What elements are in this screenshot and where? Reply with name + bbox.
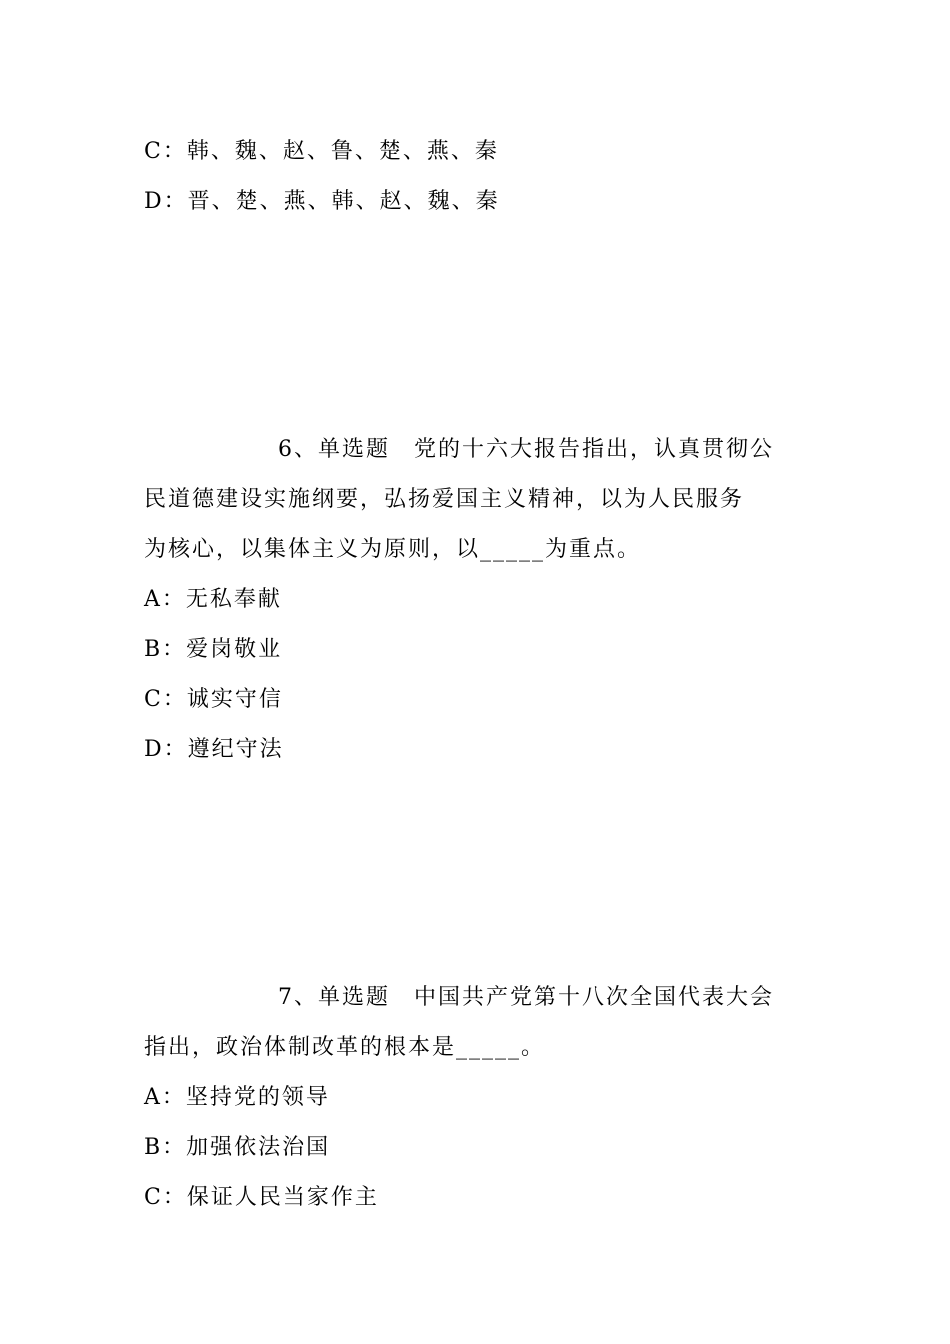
option-c-prev: C：韩、魏、赵、鲁、楚、燕、秦 xyxy=(144,139,499,164)
question-6-option-a: A：无私奉献 xyxy=(144,587,282,612)
question-6-stem-line-1: 6、单选题 党的十六大报告指出，认真贯彻公 xyxy=(278,437,774,462)
question-7-stem-line-1: 7、单选题 中国共产党第十八次全国代表大会 xyxy=(278,985,774,1010)
question-6-stem-line-2: 民道德建设实施纲要，弘扬爱国主义精神，以为人民服务 xyxy=(144,487,745,512)
option-d-prev: D：晋、楚、燕、韩、赵、魏、秦 xyxy=(144,189,500,214)
question-6-option-d: D：遵纪守法 xyxy=(144,737,284,762)
question-6-option-c: C：诚实守信 xyxy=(144,687,283,712)
question-7-option-a: A：坚持党的领导 xyxy=(144,1085,330,1110)
question-7-stem-line-2: 指出，政治体制改革的根本是_____。 xyxy=(144,1035,546,1060)
question-6-stem-line-3: 为核心，以集体主义为原则，以_____为重点。 xyxy=(144,537,642,562)
question-7-option-b: B：加强依法治国 xyxy=(144,1135,331,1160)
question-6-option-b: B：爱岗敬业 xyxy=(144,637,283,662)
question-7-option-c: C：保证人民当家作主 xyxy=(144,1185,379,1210)
